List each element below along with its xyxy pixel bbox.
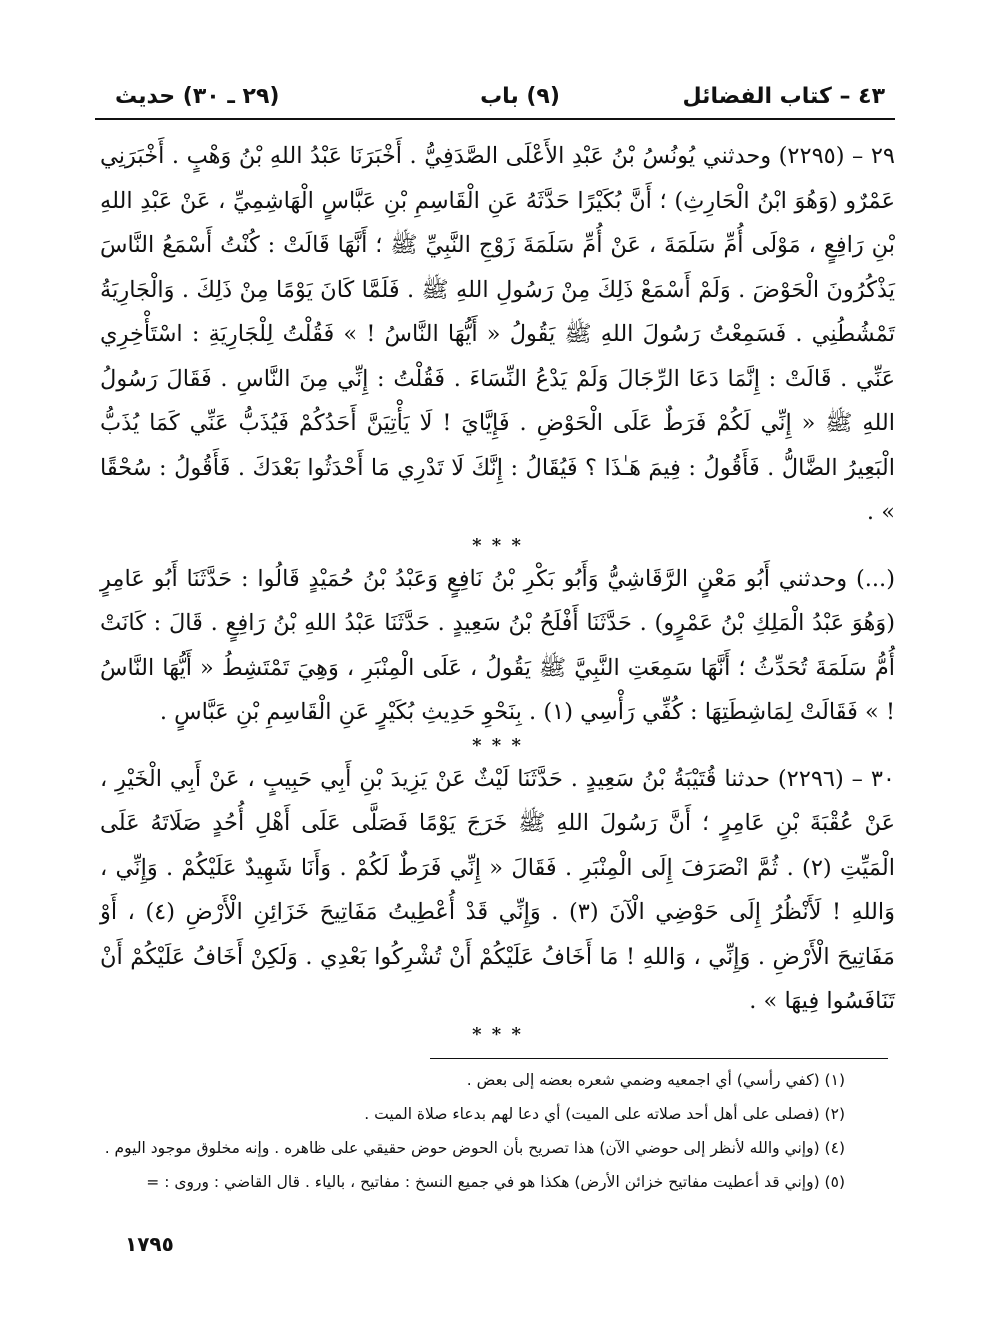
hadith-30: ٣٠ – (٢٢٩٦) حدثنا قُتَيْبَةُ بْنُ سَعِيدٍ . حَدَّثَنَا لَيْثٌ عَنْ يَزِيدَ بْنِ أَبِي حَبِيبٍ ، عَنْ أَبِي الْخَيْرِ ، عَنْ عُقْبَةَ بْنِ عَامِرٍ ؛ أَنَّ رَسُولَ اللهِ ﷺ خَرَجَ يَوْمًا فَصَلَّى عَلَى أَهْلِ أُحُدٍ صَلَاتَهُ عَلَى الْمَيِّتِ (٢) . ثُمَّ انْصَرَفَ إِلَى الْمِنْبَرِ . فَقَالَ « إِنِّي فَرَطٌ لَكُمْ . وَأَنَا شَهِيدٌ عَلَيْكُمْ . وَإِنِّي ، وَاللهِ ! لَأَنْظُرُ إِلَى حَوْضِي الْآنَ (٣) . وَإِنِّي قَدْ أُعْطِيتُ مَفَاتِيحَ خَزَائِنِ الْأَرْضِ (٤) ، أَوْ مَفَاتِيحَ الْأَرْضِ . وَإِنِّي ، وَاللهِ ! مَا أَخَافُ عَلَيْكُمْ أَنْ تُشْرِكُوا بَعْدِي . وَلَكِنْ أَخَافُ عَلَيْكُمْ أَنْ تَنَافَسُوا فِيهَا » . [100, 765, 895, 1014]
footnote-rule [430, 1058, 888, 1059]
section-separator: * * * [472, 534, 523, 556]
footnote-2: (٢) (فصلى على أهل أحد صلاته على الميت) أي دعا لهم بدعاء صلاة الميت . [364, 1105, 845, 1123]
hadith-range: (٢٩ ـ ٣٠) حديث [115, 84, 280, 109]
footnotes [100, 1063, 845, 1199]
main-text [100, 134, 895, 1046]
hadith-29: ٢٩ – (٢٢٩٥) وحدثني يُونُسُ بْنُ عَبْدِ الأَعْلَى الصَّدَفِيُّ . أَخْبَرَنَا عَبْدُ اللهِ بْنُ وَهْبٍ . أَخْبَرَنِي عَمْرٌو (وَهُوَ ابْنُ الْحَارِثِ) ؛ أَنَّ بُكَيْرًا حَدَّثَهُ عَنِ الْقَاسِمِ بْنِ عَبَّاسٍ الْهَاشِمِيِّ ، عَنْ عَبْدِ اللهِ بْنِ رَافِعٍ ، مَوْلَى أُمِّ سَلَمَةَ ، عَنْ أُمِّ سَلَمَةَ زَوْجِ النَّبِيِّ ﷺ ؛ أَنَّهَا قَالَتْ : كُنْتُ أَسْمَعُ النَّاسَ يَذْكُرُونَ الْحَوْضَ . وَلَمْ أَسْمَعْ ذَلِكَ مِنْ رَسُولِ اللهِ ﷺ . فَلَمَّا كَانَ يَوْمًا مِنْ ذَلِكَ . وَالْجَارِيَةُ تَمْشُطُنِي . فَسَمِعْتُ رَسُولَ اللهِ ﷺ يَقُولُ « أَيُّهَا النَّاسُ ! » فَقُلْتُ لِلْجَارِيَةِ : اسْتَأْخِرِي عَنِّي . قَالَتْ : إِنَّمَا دَعَا الرِّجَالَ وَلَمْ يَدْعُ النِّسَاءَ . فَقُلْتُ : إِنِّي مِنَ النَّاسِ . فَقَالَ رَسُولُ اللهِ ﷺ « إِنِّي لَكُمْ فَرَطٌ عَلَى الْحَوْضِ . فَإِيَّايَ ! لَا يَأْتِيَنَّ أَحَدُكُمْ فَيُذَبُّ عَنِّي كَمَا يُذَبُّ الْبَعِيرُ الضَّالُّ . فَأَقُولُ : فِيمَ هَـٰذَا ؟ فَيُقَالُ : إِنَّكَ لَا تَدْرِي مَا أَحْدَثُوا بَعْدَكَ . فَأَقُولُ : سُحْقًا » . [100, 143, 895, 525]
book-title: ٤٣ – كتاب الفضائل [682, 84, 885, 109]
running-head [95, 78, 895, 116]
hadith-29-variant: (...) وحدثني أَبُو مَعْنٍ الرَّقَاشِيُّ وَأَبُو بَكْرِ بْنُ نَافِعٍ وَعَبْدُ بْنُ حُمَيْدٍ قَالُوا : حَدَّثَنَا أَبُو عَامِرٍ (وَهُوَ عَبْدُ الْمَلِكِ بْنُ عَمْرٍو) . حَدَّثَنَا أَفْلَحُ بْنُ سَعِيدٍ . حَدَّثَنَا عَبْدُ اللهِ بْنُ رَافِعٍ . قَالَ : كَانَتْ أُمُّ سَلَمَةَ تُحَدِّثُ ؛ أَنَّهَا سَمِعَتِ النَّبِيَّ ﷺ يَقُولُ ، عَلَى الْمِنْبَرِ ، وَهِيَ تَمْتَشِطُ « أَيُّهَا النَّاسُ ! » فَقَالَتْ لِمَاشِطَتِهَا : كُفِّي رَأْسِي (١) . بِنَحْوِ حَدِيثِ بُكَيْرٍ عَنِ الْقَاسِمِ بْنِ عَبَّاسٍ . [100, 565, 895, 725]
footnote-5: (٥) (وإني قد أعطيت مفاتيح خزائن الأرض) هكذا هو في جميع النسخ : مفاتيح ، بالياء . قال القاضي : وروى : = [146, 1173, 845, 1191]
section-separator: * * * [472, 1023, 523, 1045]
section-separator: * * * [472, 734, 523, 756]
chapter-label: (٩) باب [480, 84, 560, 109]
page-number: ١٧٩٥ [125, 1232, 174, 1256]
header-rule [95, 118, 895, 120]
footnote-1: (١) (كفي رأسي) أي اجمعيه وضمي شعره بعضه إلى بعض . [466, 1071, 845, 1089]
footnote-4: (٤) (وإني والله لأنظر إلى حوضي الآن) هذا تصريح بأن الحوض حوض حقيقي على ظاهره . وإنه مخلوق موجود اليوم . [104, 1139, 845, 1157]
